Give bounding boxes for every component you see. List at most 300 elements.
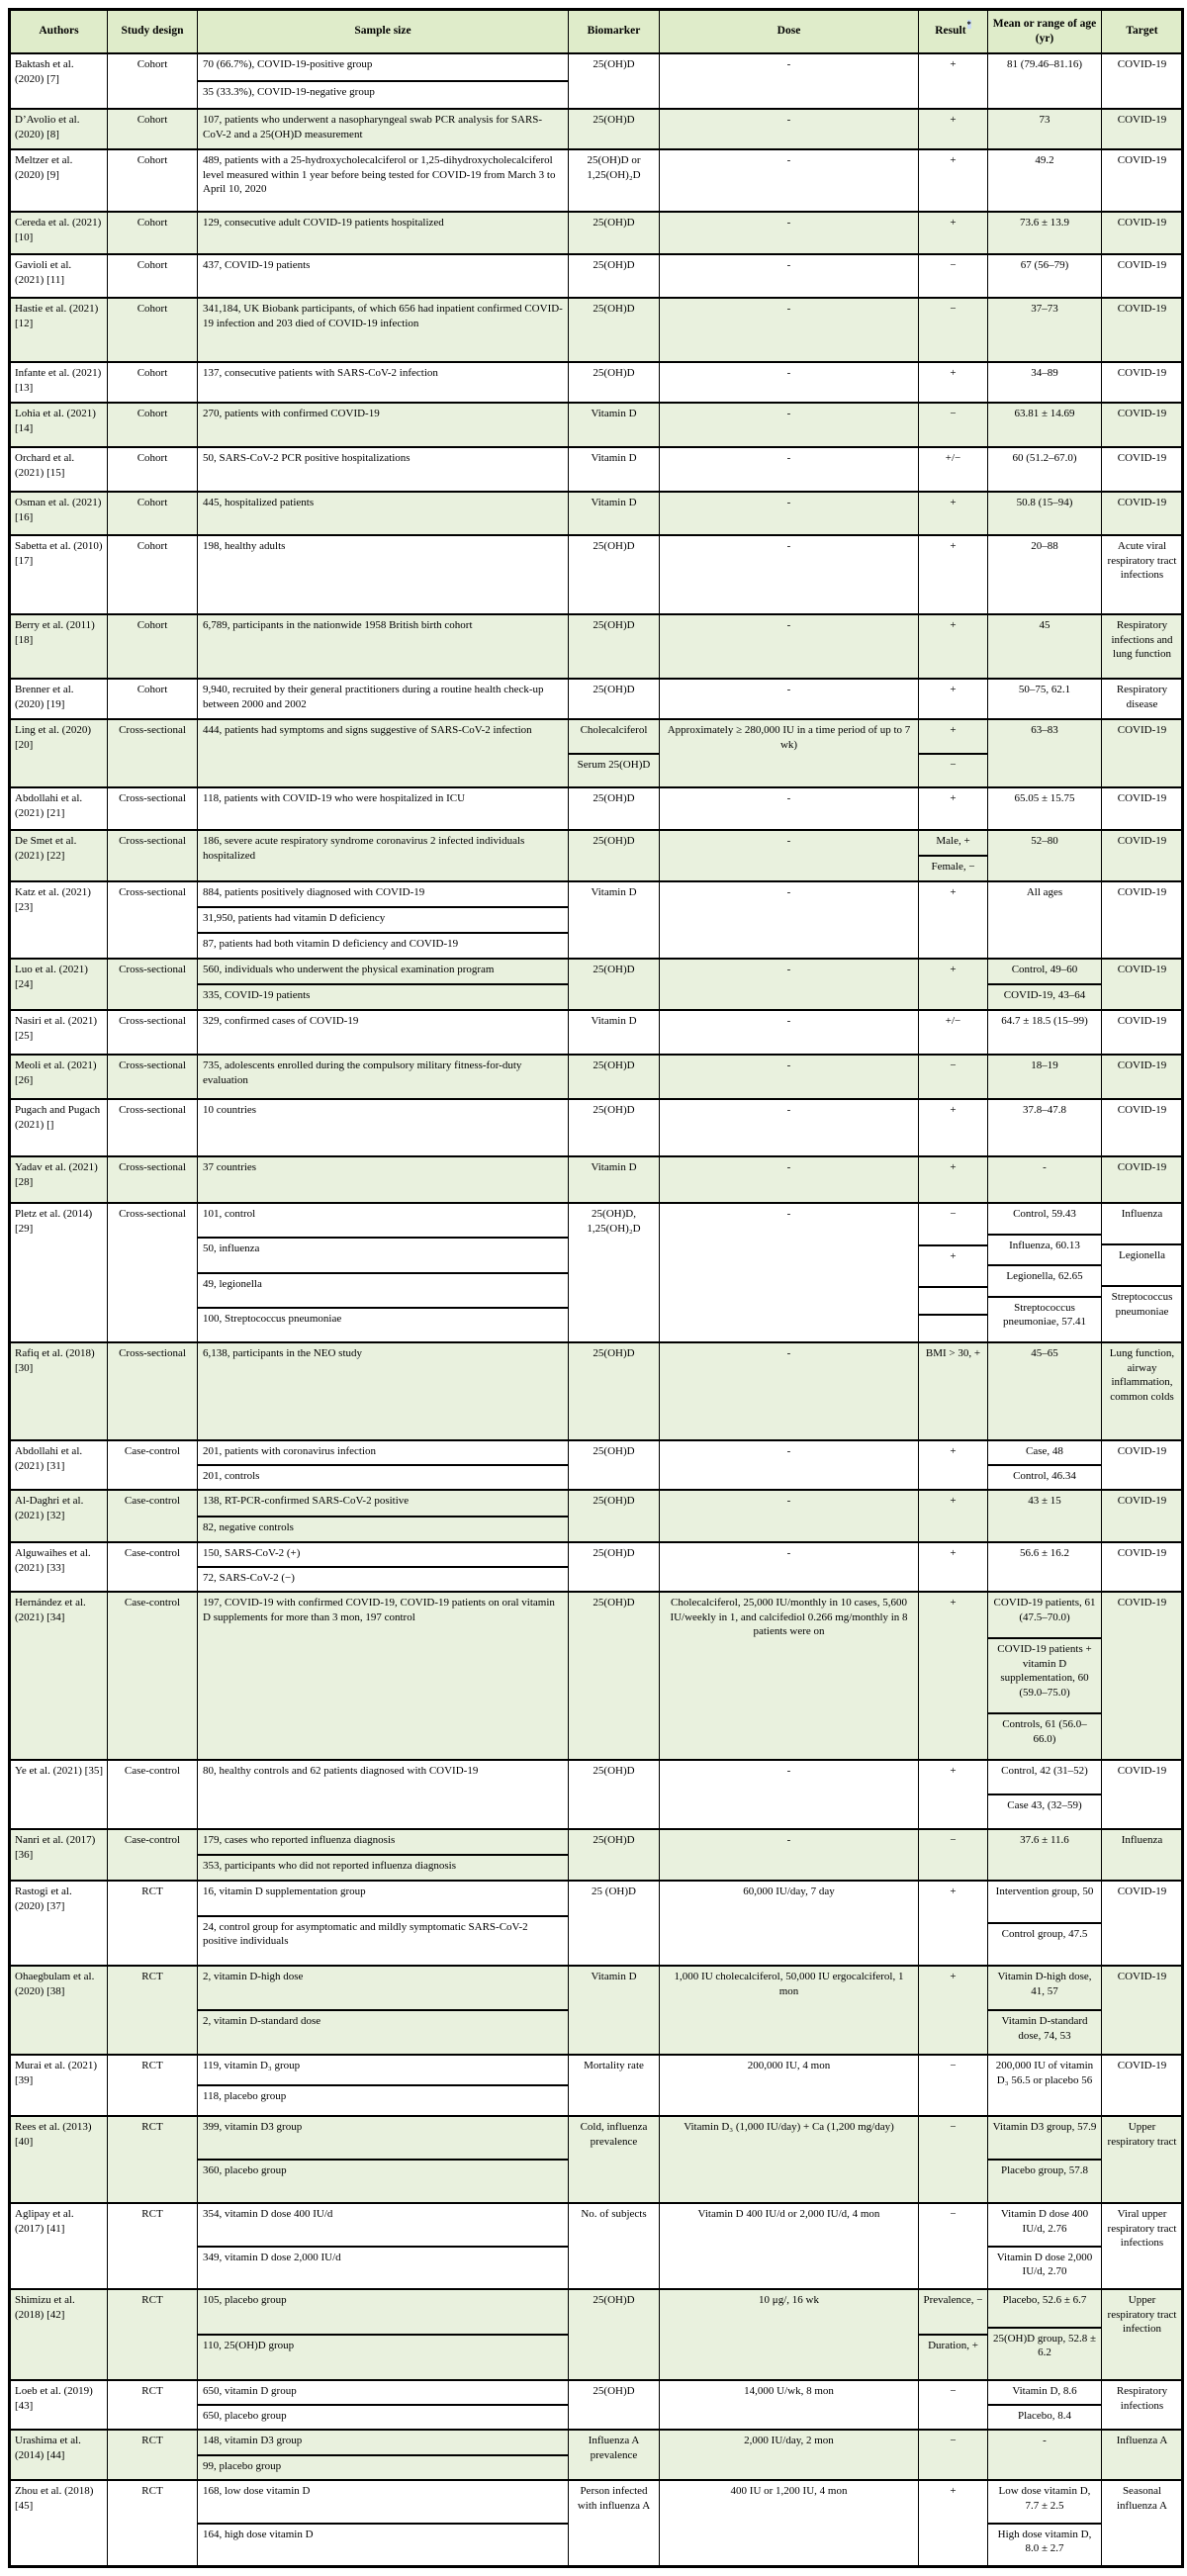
study-row [11, 613, 1181, 678]
dose-value: - [786, 1059, 791, 1071]
cell-dose [659, 2481, 918, 2565]
sample-size-value: 360, placebo group [198, 2159, 568, 2202]
result-value: Male, + [936, 835, 970, 847]
cell-biomarker [568, 788, 659, 829]
cell-age [987, 255, 1101, 297]
biomarker-value: Vitamin D [591, 1971, 637, 1982]
cell-sample-size [197, 493, 568, 534]
age-value: 200,000 IU of vitamin D₃ 56.5 or placebo 56 [995, 2060, 1094, 2086]
age-value: All ages [1026, 886, 1063, 898]
cell-biomarker [568, 720, 659, 786]
age-value: Placebo, 8.4 [988, 2404, 1101, 2429]
result-footnote-link[interactable]: * [966, 19, 971, 29]
target-value: COVID-19 [1117, 217, 1167, 229]
study-design-value: Cohort [137, 303, 168, 315]
target-value: COVID-19 [1117, 886, 1167, 898]
study-design-value: Cross-sectional [119, 1104, 186, 1116]
cell-authors [11, 1157, 107, 1202]
study-row [11, 1965, 1181, 2054]
cell-target [1101, 2431, 1182, 2479]
study-design-value: Cohort [137, 684, 168, 695]
cell-sample-size [197, 110, 568, 148]
dose-value: - [786, 1015, 791, 1027]
cell-biomarker [568, 2381, 659, 2429]
cell-dose [659, 1593, 918, 1759]
target-value: Upper respiratory tract infection [1107, 2294, 1177, 2336]
cell-authors [11, 1056, 107, 1098]
cell-biomarker [568, 1967, 659, 2054]
target-value: COVID-19 [1117, 1445, 1167, 1457]
sample-size-value: 110, 25(OH)D group [198, 2334, 568, 2379]
study-design-value: Case-control [124, 1445, 181, 1457]
cell-result [918, 960, 987, 1009]
cell-authors [11, 1204, 107, 1341]
dose-value: - [786, 114, 791, 126]
dose-value: - [786, 58, 791, 70]
authors-value: Orchard et al. (2021) [15] [15, 452, 75, 479]
cell-target [1101, 1343, 1182, 1439]
study-row [11, 1098, 1181, 1155]
target-value: COVID-19 [1117, 1597, 1167, 1609]
cell-age [987, 448, 1101, 491]
cell-sample-size [197, 1593, 568, 1759]
biomarker-value: Serum 25(OH)D [569, 753, 659, 787]
cell-age [987, 1967, 1101, 2054]
age-value: 50–75, 62.1 [1018, 684, 1071, 695]
cell-sample-size [197, 882, 568, 958]
cell-result [918, 1157, 987, 1202]
cell-dose [659, 493, 918, 534]
cell-target [1101, 536, 1182, 613]
cell-result [918, 1056, 987, 1098]
result-value [919, 1314, 987, 1341]
target-value: Legionella [1102, 1243, 1182, 1285]
cell-age [987, 960, 1101, 1009]
authors-value: Luo et al. (2021) [24] [15, 964, 88, 990]
cell-dose [659, 299, 918, 361]
cell-age [987, 788, 1101, 829]
result-value: − [950, 2060, 957, 2071]
cell-study-design [107, 2204, 197, 2288]
cell-sample-size [197, 299, 568, 361]
cell-result [918, 2056, 987, 2115]
cell-result [918, 1882, 987, 1965]
cell-target [1101, 788, 1182, 829]
sample-size-value: 119, vitamin D₃ group [203, 2060, 301, 2071]
cell-target [1101, 1056, 1182, 1098]
target-value: COVID-19 [1117, 1495, 1167, 1507]
target-value: COVID-19 [1117, 724, 1167, 736]
sample-size-value: 50, SARS-CoV-2 PCR positive hospitalizations [203, 452, 411, 464]
cell-result [918, 404, 987, 446]
cell-authors [11, 404, 107, 446]
biomarker-value: 25(OH)D or 1,25(OH)₂D [587, 154, 641, 181]
target-value: Respiratory infections and lung function [1111, 619, 1173, 661]
age-value: 43 ± 15 [1028, 1495, 1061, 1507]
cell-sample-size [197, 615, 568, 678]
cell-age [987, 1543, 1101, 1591]
cell-target [1101, 1761, 1182, 1828]
study-design-value: Cohort [137, 217, 168, 229]
cell-authors [11, 2481, 107, 2565]
cell-age [987, 615, 1101, 678]
authors-value: Alguwaihes et al. (2021) [33] [15, 1547, 91, 1574]
cell-authors [11, 1882, 107, 1965]
result-value: + [950, 1765, 957, 1777]
age-value: Vitamin D-high dose, 41, 57 [997, 1971, 1092, 1997]
cell-age [987, 2290, 1101, 2379]
result-value: − [950, 2121, 957, 2133]
study-row [11, 361, 1181, 402]
dose-value: 10 μg/, 16 wk [759, 2294, 819, 2306]
study-row [11, 718, 1181, 786]
dose-value: - [786, 1765, 791, 1777]
authors-value: Ling et al. (2020) [20] [15, 724, 91, 751]
sample-size-value: 107, patients who underwent a nasopharyngeal swab PCR analysis for SARS-CoV-2 and a 25(OH)D measurement [203, 114, 543, 140]
target-value: Respiratory disease [1116, 684, 1168, 710]
cell-target [1101, 2290, 1182, 2379]
result-value: − [950, 1059, 957, 1071]
result-value: Prevalence, − [923, 2294, 983, 2306]
dose-value: - [786, 497, 791, 508]
age-value: 73 [1039, 114, 1050, 126]
sample-size-value: 148, vitamin D3 group [203, 2435, 303, 2446]
cell-target [1101, 54, 1182, 108]
study-design-value: Cohort [137, 619, 168, 631]
dose-value: 2,000 IU/day, 2 mon [744, 2435, 834, 2446]
authors-value: Murai et al. (2021) [39] [15, 2060, 98, 2086]
biomarker-value: 25(OH)D [593, 835, 635, 847]
sample-size-value: 650, placebo group [198, 2404, 568, 2429]
age-value: 25(OH)D group, 52.8 ± 6.2 [988, 2327, 1101, 2379]
cell-authors [11, 1830, 107, 1880]
study-design-value: Cohort [137, 497, 168, 508]
cell-age [987, 1441, 1101, 1489]
target-value: COVID-19 [1117, 259, 1167, 271]
sample-size-value: 349, vitamin D dose 2,000 IU/d [198, 2246, 568, 2289]
header-dose-label: Dose [776, 25, 801, 38]
cell-age [987, 1761, 1101, 1828]
cell-dose [659, 363, 918, 402]
cell-authors [11, 493, 107, 534]
result-value: − [950, 1208, 957, 1220]
cell-result [918, 1441, 987, 1489]
target-value: Viral upper respiratory tract infections [1107, 2208, 1177, 2250]
age-value: 45–65 [1031, 1347, 1058, 1359]
study-design-value: RCT [141, 2485, 163, 2497]
sample-size-value: 35 (33.3%), COVID-19-negative group [198, 80, 568, 108]
cell-authors [11, 788, 107, 829]
cell-target [1101, 1100, 1182, 1155]
cell-biomarker [568, 493, 659, 534]
age-value: 81 (79.46–81.16) [1006, 58, 1083, 70]
authors-value: Hernández et al. (2021) [34] [15, 1597, 86, 1623]
result-value: − [950, 2385, 957, 2397]
age-value: 64.7 ± 18.5 (15–99) [1001, 1015, 1088, 1027]
dose-value: - [786, 1161, 791, 1173]
authors-value: Ohaegbulam et al. (2020) [38] [15, 1971, 95, 1997]
sample-size-value: 650, vitamin D group [203, 2385, 297, 2397]
result-value: Female, − [919, 855, 987, 880]
header-biomarker-label: Biomarker [587, 25, 641, 38]
cell-biomarker [568, 2117, 659, 2202]
cell-target [1101, 404, 1182, 446]
cell-authors [11, 1543, 107, 1591]
cell-result [918, 1011, 987, 1054]
cell-sample-size [197, 2290, 568, 2379]
cell-result [918, 1204, 987, 1341]
header-dose [659, 11, 918, 52]
cell-target [1101, 363, 1182, 402]
target-value: COVID-19 [1117, 408, 1167, 419]
result-value: + [919, 1244, 987, 1287]
result-value: + [950, 1495, 957, 1507]
age-value: Control, 42 (31–52) [1001, 1765, 1088, 1777]
target-value: COVID-19 [1117, 452, 1167, 464]
cell-age [987, 110, 1101, 148]
study-design-value: Case-control [124, 1547, 181, 1559]
sample-size-value: 70 (66.7%), COVID-19-positive group [203, 58, 373, 70]
study-design-value: Case-control [124, 1495, 181, 1507]
sample-size-value: 138, RT-PCR-confirmed SARS-CoV-2 positive [203, 1495, 410, 1507]
age-value: Control, 46.34 [988, 1464, 1101, 1489]
age-value: 65.05 ± 15.75 [1014, 792, 1075, 804]
cell-result [918, 831, 987, 880]
header-age-label: Mean or range of age (yr) [992, 17, 1097, 45]
cell-target [1101, 1204, 1182, 1341]
sample-size-value: 270, patients with confirmed COVID-19 [203, 408, 380, 419]
target-value: COVID-19 [1117, 303, 1167, 315]
dose-value: - [786, 154, 791, 166]
cell-authors [11, 1593, 107, 1759]
cell-biomarker [568, 536, 659, 613]
cell-study-design [107, 2117, 197, 2202]
cell-age [987, 2204, 1101, 2288]
cell-sample-size [197, 1491, 568, 1541]
cell-dose [659, 110, 918, 148]
authors-value: Ye et al. (2021) [35] [15, 1765, 104, 1777]
authors-value: Abdollahi et al. (2021) [21] [15, 792, 83, 819]
cell-dose [659, 2117, 918, 2202]
study-row [11, 1341, 1181, 1439]
cell-study-design [107, 1967, 197, 2054]
cell-authors [11, 213, 107, 253]
cell-biomarker [568, 299, 659, 361]
cell-sample-size [197, 831, 568, 880]
cell-study-design [107, 680, 197, 718]
cell-authors [11, 299, 107, 361]
target-value: COVID-19 [1117, 1971, 1167, 1982]
result-value: − [950, 1834, 957, 1846]
result-value: + [950, 1886, 957, 1897]
cell-target [1101, 493, 1182, 534]
cell-result [918, 2290, 987, 2379]
cell-authors [11, 1761, 107, 1828]
cell-dose [659, 1011, 918, 1054]
cell-dose [659, 2381, 918, 2429]
cell-result [918, 299, 987, 361]
biomarker-value: Person infected with influenza A [577, 2485, 651, 2512]
target-value: COVID-19 [1117, 58, 1167, 70]
cell-target [1101, 2204, 1182, 2288]
cell-result [918, 363, 987, 402]
cell-target [1101, 615, 1182, 678]
cell-sample-size [197, 2056, 568, 2115]
dose-value: 1,000 IU cholecalciferol, 50,000 IU ergocalciferol, 1 mon [674, 1971, 904, 1997]
biomarker-value: Mortality rate [584, 2060, 644, 2071]
biomarker-value: 25(OH)D [593, 2294, 635, 2306]
cell-authors [11, 2381, 107, 2429]
cell-study-design [107, 1882, 197, 1965]
sample-size-value: 37 countries [203, 1161, 257, 1173]
cell-study-design [107, 1056, 197, 1098]
authors-value: Loeb et al. (2019) [43] [15, 2385, 93, 2412]
cell-target [1101, 1882, 1182, 1965]
authors-value: D’Avolio et al. (2020) [8] [15, 114, 80, 140]
sample-size-value: 186, severe acute respiratory syndrome coronavirus 2 infected individuals hospitalized [203, 835, 525, 862]
authors-value: Shimizu et al. (2018) [42] [15, 2294, 75, 2321]
cell-target [1101, 1830, 1182, 1880]
cell-study-design [107, 1441, 197, 1489]
cell-target [1101, 255, 1182, 297]
age-value: 60 (51.2–67.0) [1012, 452, 1077, 464]
cell-biomarker [568, 1882, 659, 1965]
cell-dose [659, 1204, 918, 1341]
study-row [11, 1759, 1181, 1828]
authors-value: Sabetta et al. (2010) [17] [15, 540, 103, 567]
header-authors-label: Authors [39, 25, 79, 38]
age-value: Control, 59.43 [1013, 1208, 1076, 1220]
cell-dose [659, 680, 918, 718]
target-value: COVID-19 [1117, 1059, 1167, 1071]
sample-size-value: 137, consecutive patients with SARS-CoV-2 infection [203, 367, 438, 379]
dose-value: - [786, 684, 791, 695]
cell-age [987, 1157, 1101, 1202]
cell-result [918, 680, 987, 718]
cell-sample-size [197, 1343, 568, 1439]
study-row [11, 1009, 1181, 1054]
cell-authors [11, 1100, 107, 1155]
cell-dose [659, 720, 918, 786]
authors-value: Cereda et al. (2021) [10] [15, 217, 102, 243]
result-value: Duration, + [919, 2334, 987, 2379]
study-row [11, 297, 1181, 361]
age-value: - [1043, 2435, 1047, 2446]
cell-study-design [107, 448, 197, 491]
authors-value: Katz et al. (2021) [23] [15, 886, 91, 913]
age-value: 49.2 [1035, 154, 1054, 166]
cell-biomarker [568, 1761, 659, 1828]
age-value: 37.6 ± 11.6 [1020, 1834, 1069, 1846]
study-row [11, 880, 1181, 958]
cell-sample-size [197, 680, 568, 718]
age-value: 37–73 [1031, 303, 1058, 315]
sample-size-value: 179, cases who reported influenza diagnosis [203, 1834, 396, 1846]
cell-result [918, 1491, 987, 1541]
age-value: Vitamin D3 group, 57.9 [992, 2121, 1097, 2133]
dose-value: - [786, 1208, 791, 1220]
cell-biomarker [568, 2431, 659, 2479]
age-value: Case 43, (32–59) [988, 1794, 1101, 1828]
cell-age [987, 1491, 1101, 1541]
sample-size-value: 105, placebo group [203, 2294, 287, 2306]
target-value: COVID-19 [1117, 1886, 1167, 1897]
cell-authors [11, 255, 107, 297]
cell-dose [659, 1343, 918, 1439]
sample-size-value: 329, confirmed cases of COVID-19 [203, 1015, 359, 1027]
cell-sample-size [197, 536, 568, 613]
study-row [11, 2479, 1181, 2565]
dose-value: - [786, 1445, 791, 1457]
dose-value: - [786, 792, 791, 804]
age-value: Streptococcus pneumoniae, 57.41 [988, 1296, 1101, 1341]
biomarker-value: 25(OH)D, 1,25(OH)₂D [587, 1208, 641, 1235]
cell-result [918, 110, 987, 148]
cell-age [987, 1830, 1101, 1880]
cell-result [918, 1761, 987, 1828]
dose-value: - [786, 1834, 791, 1846]
cell-study-design [107, 2056, 197, 2115]
cell-study-design [107, 1157, 197, 1202]
study-row [11, 253, 1181, 297]
cell-biomarker [568, 615, 659, 678]
cell-study-design [107, 1343, 197, 1439]
study-row [11, 1591, 1181, 1759]
cell-sample-size [197, 213, 568, 253]
target-value: Streptococcus pneumoniae [1102, 1285, 1182, 1341]
header-biomarker [568, 11, 659, 52]
study-design-value: Cross-sectional [119, 835, 186, 847]
study-row [11, 2054, 1181, 2115]
cell-study-design [107, 1491, 197, 1541]
sample-size-value: 49, legionella [198, 1272, 568, 1307]
age-value: COVID-19 patients, 61 (47.5–70.0) [993, 1597, 1096, 1623]
study-design-value: Cohort [137, 58, 168, 70]
cell-sample-size [197, 2431, 568, 2479]
cell-biomarker [568, 831, 659, 880]
authors-value: Rees et al. (2013) [40] [15, 2121, 92, 2148]
cell-result [918, 448, 987, 491]
age-value: Legionella, 62.65 [988, 1264, 1101, 1296]
cell-authors [11, 363, 107, 402]
age-value: Control, 49–60 [1011, 964, 1078, 975]
cell-study-design [107, 1830, 197, 1880]
sample-size-value: 6,138, participants in the NEO study [203, 1347, 363, 1359]
study-row [11, 2288, 1181, 2379]
cell-target [1101, 720, 1182, 786]
study-design-value: Cohort [137, 367, 168, 379]
cell-dose [659, 536, 918, 613]
cell-authors [11, 2431, 107, 2479]
cell-dose [659, 2056, 918, 2115]
study-design-value: Cross-sectional [119, 724, 186, 736]
target-value: COVID-19 [1117, 1547, 1167, 1559]
sample-size-value: 201, controls [198, 1464, 568, 1489]
cell-dose [659, 1543, 918, 1591]
authors-value: Al-Daghri et al. (2021) [32] [15, 1495, 84, 1521]
cell-study-design [107, 1593, 197, 1759]
result-value: + [950, 1104, 957, 1116]
cell-sample-size [197, 1441, 568, 1489]
study-design-value: Cohort [137, 154, 168, 166]
cell-target [1101, 1157, 1182, 1202]
cell-result [918, 2481, 987, 2565]
cell-age [987, 720, 1101, 786]
study-design-value: RCT [141, 2208, 163, 2220]
authors-value: Nanri et al. (2017) [36] [15, 1834, 96, 1861]
cell-age [987, 2056, 1101, 2115]
biomarker-value: 25(OH)D [593, 540, 635, 552]
